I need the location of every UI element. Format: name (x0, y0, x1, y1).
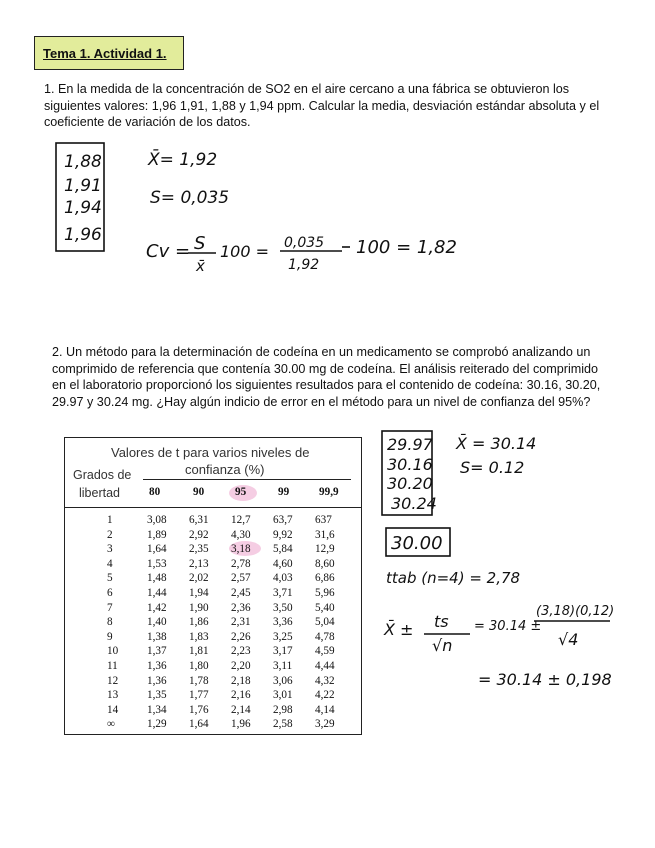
t-table-cell: 637 (315, 514, 332, 526)
p2-formula-rnum: (3,18)(0,12) (536, 604, 615, 619)
t-table-cell: 1,78 (189, 674, 209, 687)
t-table-cell: 1,77 (189, 689, 209, 702)
t-table-cell: 1,64 (147, 543, 167, 556)
p2-reference: 30.00 (391, 533, 443, 554)
t-table-cell: 2,23 (231, 645, 251, 658)
t-table-cell: 3,36 (273, 616, 293, 629)
p2-value: 30.24 (391, 494, 437, 513)
t-table-df: 7 (107, 601, 113, 614)
t-table-cell: 1,64 (189, 718, 209, 731)
t-table-cell: 2,26 (231, 630, 251, 643)
t-table-cell: 2,58 (273, 718, 293, 731)
p2-formula-lhs: X̄ ± (384, 620, 414, 639)
t-table-cell: 3,25 (273, 630, 293, 643)
t-table-cell: 1,44 (147, 587, 167, 599)
col-header-90: 90 (193, 486, 205, 498)
t-table-header-rule (143, 479, 351, 480)
t-table-cell: 1,81 (189, 645, 209, 658)
t-table-cell: 2,98 (273, 703, 293, 716)
t-table-cell: 4,78 (315, 630, 335, 643)
t-table-cell: 3,71 (273, 587, 293, 599)
t-table-cell: 2,20 (231, 660, 251, 672)
t-table-header-line2: confianza (%) (185, 462, 265, 477)
t-table-df: 2 (107, 528, 113, 541)
t-table-df: 4 (107, 557, 113, 570)
t-table-cell: 2,78 (231, 557, 251, 570)
col-header-99-9: 99,9 (319, 486, 339, 498)
p2-mean: X̄ = 30.14 (456, 434, 537, 453)
p1-cv-den: 1,92 (288, 257, 320, 273)
t-table-header-line1: Valores de t para varios niveles de (111, 445, 310, 460)
t-table-df: 9 (107, 630, 113, 643)
t-table-body-rule (65, 507, 361, 508)
t-table-cell: 1,86 (189, 616, 209, 629)
t-table-df: 8 (107, 616, 113, 629)
t-table-cell: 1,94 (189, 587, 209, 599)
t-table-cell: 5,04 (315, 616, 335, 629)
t-table-cell: 1,37 (147, 645, 167, 658)
t-table-cell: 1,36 (147, 674, 167, 687)
p1-value: 1,94 (64, 198, 102, 218)
col-header-80: 80 (149, 486, 161, 498)
t-table-cell: 2,35 (189, 543, 209, 556)
t-table-cell: 2,92 (189, 528, 209, 541)
activity-title-text: Tema 1. Actividad 1. (43, 45, 167, 61)
p1-value: 1,96 (64, 225, 102, 245)
t-table-cell: 1,34 (147, 703, 167, 716)
t-table-cell: 1,35 (147, 689, 167, 702)
p2-ttab: ttab (n=4) = 2,78 (386, 569, 521, 587)
p2-value: 29.97 (387, 435, 433, 454)
col-header-95: 95 (235, 486, 247, 498)
t-table-cell: 2,31 (231, 616, 251, 629)
t-table-cell: 4,30 (231, 528, 251, 541)
t-table-cell: 1,40 (147, 616, 167, 629)
t-table-cell: 3,08 (147, 514, 167, 526)
t-table-cell: 2,13 (189, 557, 209, 570)
p1-cv-num: 0,035 (284, 235, 325, 251)
p2-formula-rden: √4 (558, 630, 579, 649)
t-table-cell: 2,18 (231, 674, 251, 687)
t-table-cell: 1,80 (189, 660, 209, 672)
t-table-cell: 1,29 (147, 718, 167, 731)
p2-value: 30.20 (387, 474, 433, 493)
row-label-1: Grados de (73, 468, 132, 482)
p2-formula-num: ts (434, 612, 449, 631)
problem-2-handwritten-solution (378, 425, 628, 700)
t-table-df: 6 (107, 587, 113, 599)
row-label-2: libertad (79, 486, 120, 500)
t-table-cell: 3,29 (315, 718, 335, 731)
t-table-cell: 4,03 (273, 572, 293, 585)
t-table-cell: 4,22 (315, 689, 335, 702)
t-table-cell: 1,89 (147, 528, 167, 541)
p1-mean: X̄= 1,92 (148, 150, 218, 170)
t-table-cell: 2,02 (189, 572, 209, 585)
t-table-cell: 12,7 (231, 514, 251, 526)
t-table-cell: 2,45 (231, 587, 251, 599)
t-table-df: 12 (107, 674, 119, 687)
t-table-cell: 9,92 (273, 528, 293, 541)
t-table-cell: 1,36 (147, 660, 167, 672)
t-table-cell: 4,44 (315, 660, 335, 672)
t-table-cell: 2,16 (231, 689, 251, 702)
p2-formula-den: √n (432, 636, 453, 655)
t-table-cell: 63,7 (273, 514, 293, 526)
t-table-cell: 1,53 (147, 557, 167, 570)
activity-title (34, 36, 184, 70)
t-table-df: 3 (107, 543, 113, 556)
t-table-cell: 3,11 (273, 660, 293, 672)
problem-2-text: 2. Un método para la determinación de codeína en un medicamento se comprobó analizando un comprimido de referencia que contenía 30.00 mg de codeína. El análisis reiterado del comprimido en el laboratorio proporcionó los siguientes resultados para el contenido de codeína: 30.16, 30.20, 29.97 y 30.24 mg. ¿Hay algún indicio de error en el método para un nivel de confianza del 95%? (52, 345, 601, 409)
t-table-df: ∞ (107, 718, 115, 731)
t-table-cell: 1,48 (147, 572, 167, 585)
t-table-cell: 4,59 (315, 645, 335, 658)
t-table-cell: 6,86 (315, 572, 335, 585)
t-table-cell: 3,18 (231, 543, 251, 556)
p2-value: 30.16 (387, 455, 433, 474)
problem-1-text: 1. En la medida de la concentración de SO2 en el aire cercano a una fábrica se obtuvieron los siguientes valores: 1,96 1,91, 1,88 y 1,94 ppm. Calcular la media, desviación estándar absoluta y el coeficiente de variación de los datos. (44, 82, 600, 129)
t-table-df: 1 (107, 514, 113, 526)
t-table-df: 5 (107, 572, 113, 585)
p1-value: 1,91 (64, 176, 102, 196)
p2-sd: S= 0.12 (460, 458, 525, 477)
t-table-cell: 2,36 (231, 601, 251, 614)
t-table-df: 14 (107, 703, 119, 716)
t-table-cell: 2,14 (231, 703, 251, 716)
col-header-99: 99 (278, 486, 290, 498)
t-table-cell: 4,14 (315, 703, 335, 716)
t-table-df: 11 (107, 660, 118, 672)
t-table-cell: 31,6 (315, 528, 335, 541)
p2-result: = 30.14 ± 0,198 (478, 670, 612, 689)
p1-value: 1,88 (64, 152, 102, 172)
t-table-df: 10 (107, 645, 119, 658)
t-table-cell: 12,9 (315, 543, 335, 556)
t-table-cell: 3,50 (273, 601, 293, 614)
t-table-cell: 3,06 (273, 674, 293, 687)
problem-1-handwritten-solution (50, 135, 490, 280)
p1-cv-s: S (194, 233, 206, 254)
p1-cv-result: 100 = 1,82 (356, 237, 457, 258)
t-table-df: 13 (107, 689, 119, 702)
t-table-cell: 3,17 (273, 645, 293, 658)
p1-cv-mult: 100 = (220, 242, 270, 261)
t-table-cell: 6,31 (189, 514, 209, 526)
t-table-cell: 1,96 (231, 718, 251, 731)
t-table-cell: 4,60 (273, 557, 293, 570)
t-table-cell: 1,38 (147, 630, 167, 643)
t-table-cell: 5,40 (315, 601, 335, 614)
p1-sd: S= 0,035 (150, 188, 230, 208)
t-table-cell: 1,90 (189, 601, 209, 614)
t-table-cell: 3,01 (273, 689, 293, 702)
t-table-cell: 5,84 (273, 543, 293, 556)
t-table (64, 437, 362, 735)
t-table-cell: 5,96 (315, 587, 335, 599)
t-table-cell: 1,83 (189, 630, 209, 643)
t-table-cell: 4,32 (315, 674, 335, 687)
t-table-cell: 2,57 (231, 572, 251, 585)
t-table-cell: 1,76 (189, 703, 209, 716)
t-table-cell: 1,42 (147, 601, 167, 614)
p2-formula-mid: = 30.14 ± (474, 619, 542, 634)
t-table-cell: 8,60 (315, 557, 335, 570)
p1-cv-lhs: Cv = (146, 241, 191, 262)
p1-cv-x: x̄ (196, 257, 205, 275)
